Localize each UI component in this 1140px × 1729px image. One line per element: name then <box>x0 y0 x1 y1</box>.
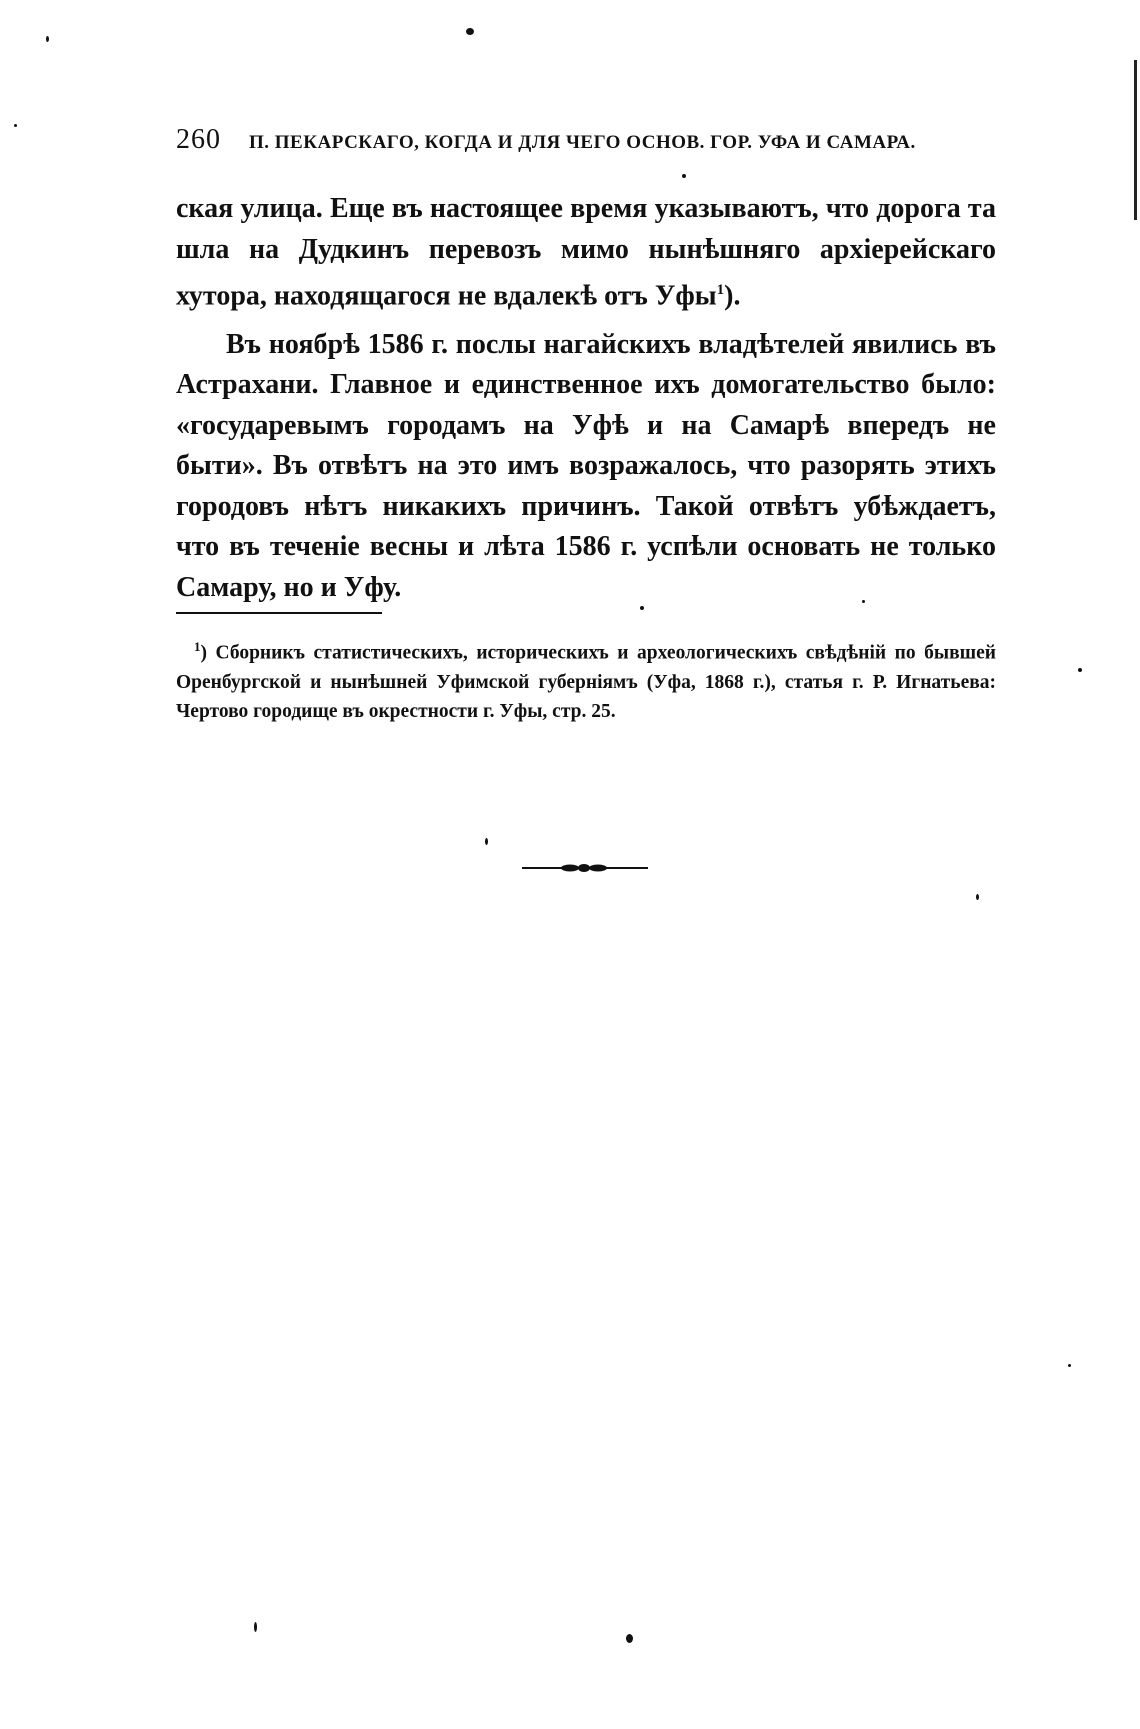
scan-speck <box>640 606 644 610</box>
scan-speck <box>254 1622 257 1632</box>
footnote-divider <box>176 612 382 614</box>
paragraph-1-end: ). <box>724 280 741 312</box>
paragraph-1-text: ская улица. Еще въ настоящее время указываютъ, что дорога та шла на Дудкинъ перевозъ мимо нынѣшняго архіерейскаго хутора, находящагося не вдалекѣ отъ Уфы <box>176 193 996 312</box>
scan-speck <box>1068 1364 1071 1367</box>
footnote-marker: 1 <box>194 639 201 654</box>
scan-speck <box>1078 668 1082 672</box>
page-header <box>176 124 996 160</box>
footnote <box>176 632 996 726</box>
scan-speck <box>46 36 49 42</box>
paragraph-2: Въ ноябрѣ 1586 г. послы нагайскихъ владѣтелей явились въ Астрахани. Главное и единственное ихъ домогательство было: «государевымъ городамъ на Уфѣ и на Самарѣ впередъ не быти». Въ отвѣтъ на это имъ возражалось, что разорять этихъ городовъ нѣтъ никакихъ причинъ. Такой отвѣтъ убѣждаетъ, что въ теченіе весны и лѣта 1586 г. успѣли основать не только Самару, но и Уфу. <box>176 328 996 603</box>
typographic-divider-icon <box>520 858 650 878</box>
footnote-reference: 1 <box>716 282 725 298</box>
scan-speck <box>466 28 474 35</box>
page-number: 260 <box>176 124 221 155</box>
scan-speck <box>14 124 17 127</box>
scan-speck <box>485 838 488 845</box>
scan-speck <box>976 894 979 900</box>
scan-speck <box>682 174 686 178</box>
paragraph-1 <box>176 189 996 317</box>
scan-edge <box>1134 60 1137 220</box>
scan-speck <box>862 600 865 603</box>
main-text <box>176 189 996 608</box>
footnote-text: ) Сборникъ статистическихъ, историческихъ и археологическихъ свѣдѣній по бывшей Оренбургской и нынѣшней Уфимской губерніямъ (Уфа, 1868 г.), статья г. Р. Игнатьева: Чертово городище въ окрестности г. Уфы, стр. 25. <box>176 642 996 722</box>
running-head: П. ПЕКАРСКАГО, КОГДА И ДЛЯ ЧЕГО ОСНОВ. ГОР. УФА И САМАРА. <box>249 132 916 153</box>
scan-speck <box>626 1634 633 1643</box>
